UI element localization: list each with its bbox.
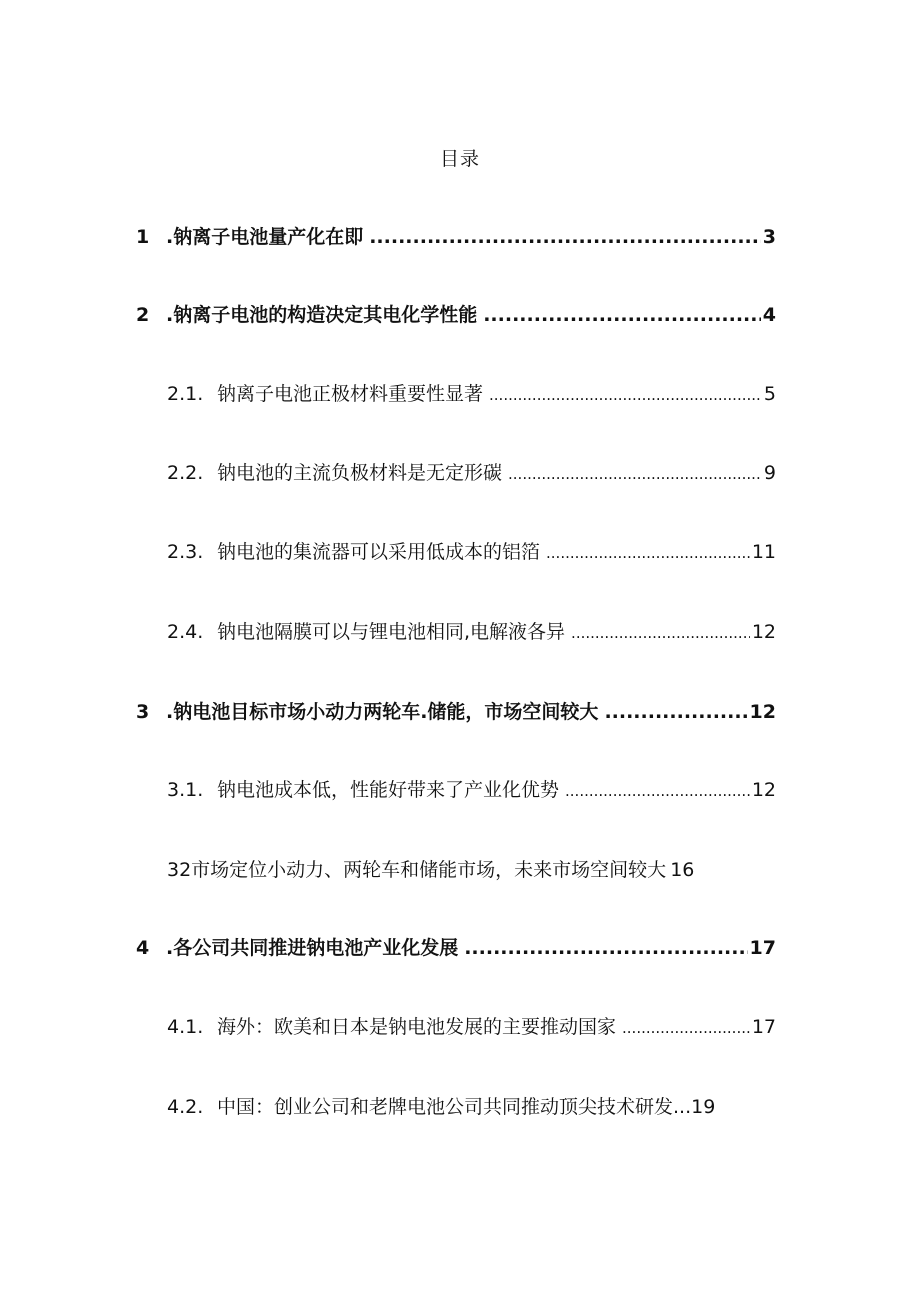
toc-entry-number: 4.1.: [167, 1016, 204, 1038]
toc-entry-2-2[interactable]: [167, 458, 776, 488]
toc-entry-2-4[interactable]: [167, 617, 776, 647]
dot-leader-short: ...: [673, 1096, 692, 1118]
dot-leader: [369, 222, 761, 252]
toc-entry-number: 3: [136, 701, 150, 723]
toc-entry-number: 2: [136, 304, 150, 326]
toc-entry-title: 钠电池隔膜可以与锂电池相同,电解液各异: [217, 621, 566, 643]
toc-entry-title: 钠电池的集流器可以采用低成本的铝箔: [217, 541, 541, 563]
toc-entry-3[interactable]: [136, 697, 776, 727]
toc-entry-page: 5: [763, 383, 776, 405]
dot-leader: [571, 618, 750, 647]
toc-entry-page: 12: [749, 701, 776, 723]
toc-entry-page: 3: [762, 226, 776, 248]
toc-entry-2[interactable]: [136, 300, 776, 330]
toc-entry-title: 钠电池的主流负极材料是无定形碳: [217, 462, 503, 484]
toc-entry-4-1[interactable]: [167, 1012, 776, 1042]
toc-entry-page: 11: [751, 541, 776, 563]
toc-entry-title: .钠离子电池量产化在即: [166, 226, 364, 248]
toc-entry-3-2[interactable]: [167, 855, 867, 885]
dot-leader: [546, 538, 750, 567]
toc-entry-page: 19: [691, 1096, 716, 1118]
toc-entry-title: 海外：欧美和日本是钠电池发展的主要推动国家: [217, 1016, 617, 1038]
toc-entry-3-1[interactable]: [167, 775, 776, 805]
toc-entry-page: 9: [763, 462, 776, 484]
toc-entry-title: 钠电池成本低，性能好带来了产业化优势: [217, 779, 560, 801]
toc-entry-page: 16: [670, 859, 695, 881]
dot-leader: [508, 459, 762, 488]
toc-entry-number: 2.3.: [167, 541, 204, 563]
toc-entry-title: .钠离子电池的构造决定其电化学性能: [166, 304, 478, 326]
toc-entry-page: 12: [751, 621, 776, 643]
dot-leader: [622, 1013, 750, 1042]
dot-leader: [565, 776, 750, 805]
dot-leader: [464, 933, 747, 963]
toc-entry-1[interactable]: [136, 222, 776, 252]
toc-entry-page: 17: [751, 1016, 776, 1038]
toc-entry-title: 钠离子电池正极材料重要性显著: [217, 383, 484, 405]
dot-leader: [604, 697, 747, 727]
toc-entry-number: 2.2.: [167, 462, 204, 484]
toc-entry-2-1[interactable]: [167, 379, 776, 409]
toc-entry-title: .钠电池目标市场小动力两轮车.储能，市场空间较大: [166, 701, 599, 723]
toc-entry-page: 17: [749, 937, 776, 959]
toc-entry-4-2[interactable]: [167, 1092, 867, 1122]
dot-leader: [483, 300, 761, 330]
toc-entry-number: 3.1.: [167, 779, 204, 801]
toc-entry-page: 12: [751, 779, 776, 801]
toc-entry-number: 4: [136, 937, 150, 959]
toc-entry-4[interactable]: [136, 933, 776, 963]
toc-entry-number: 4.2.: [167, 1096, 204, 1118]
page-title: 目录: [439, 148, 480, 170]
toc-entry-number: 2.4.: [167, 621, 204, 643]
toc-entry-title: .各公司共同推进钠电池产业化发展: [166, 937, 459, 959]
toc-entry-page: 4: [762, 304, 776, 326]
dot-leader: [489, 380, 762, 409]
toc-entry-2-3[interactable]: [167, 537, 776, 567]
toc-entry-title: 32市场定位小动力、两轮车和储能市场，未来市场空间较大: [167, 859, 667, 881]
toc-entry-number: 2.1.: [167, 383, 204, 405]
toc-entry-number: 1: [136, 226, 150, 248]
toc-entry-title: 中国：创业公司和老牌电池公司共同推动顶尖技术研发: [217, 1096, 674, 1118]
